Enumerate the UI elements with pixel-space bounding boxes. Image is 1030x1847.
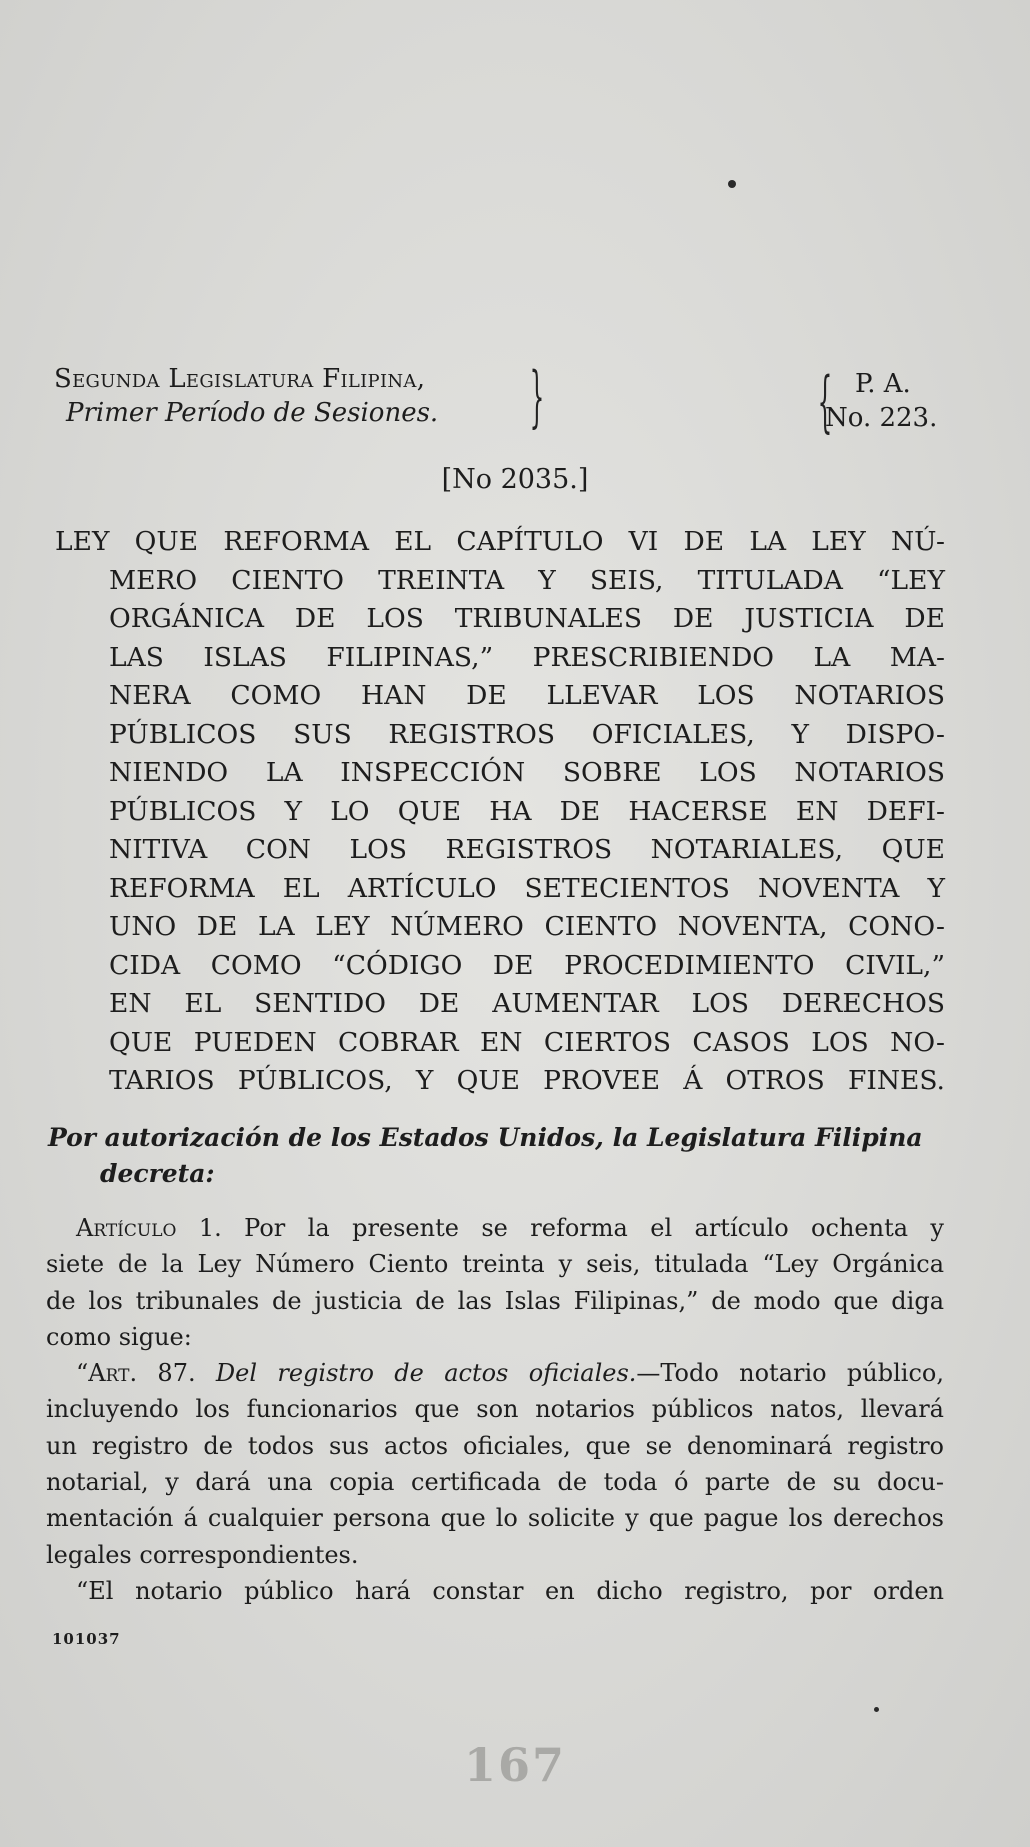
open-quote: “ bbox=[76, 1359, 89, 1388]
bill-type: P. A. bbox=[855, 369, 911, 399]
right-brace: } bbox=[529, 358, 545, 435]
article-87-next-line: “El notario público hará constar en dicho registro, por orden bbox=[76, 1576, 944, 1605]
title-line: NITIVA CON LOS REGISTROS NOTARIALES, QUE bbox=[109, 834, 945, 865]
printer-code: 101037 bbox=[52, 1630, 121, 1648]
bill-number: [No 2035.] bbox=[441, 464, 589, 495]
article-87-line: mentación á cualquier persona que lo solicite y que pague los derechos bbox=[46, 1504, 944, 1533]
title-line: NERA COMO HAN DE LLEVAR LOS NOTARIOS bbox=[109, 680, 945, 711]
article-1-line bbox=[46, 1210, 944, 1246]
title-line: LAS ISLAS FILIPINAS,” PRESCRIBIENDO LA MA- bbox=[109, 641, 945, 673]
title-line: CIDA COMO “CÓDIGO DE PROCEDIMIENTO CIVIL,” bbox=[109, 949, 945, 981]
title-line: QUE PUEDEN COBRAR EN CIERTOS CASOS LOS NO- bbox=[109, 1026, 945, 1058]
bill-body bbox=[46, 1210, 944, 1609]
article-87-line: legales correspondientes. bbox=[46, 1540, 359, 1569]
article-87-line: incluyendo los funcionarios que son notarios públicos natos, llevará bbox=[46, 1395, 944, 1424]
title-line: UNO DE LA LEY NÚMERO CIENTO NOVENTA, CONO- bbox=[109, 911, 945, 942]
article-87-line: un registro de todos sus actos oficiales, que se denominará registro bbox=[46, 1431, 944, 1460]
bill-no: No. 223. bbox=[825, 403, 938, 433]
title-line: ORGÁNICA DE LOS TRIBUNALES DE JUSTICIA DE bbox=[109, 603, 945, 634]
legislature-heading bbox=[54, 358, 574, 435]
title-line: PÚBLICOS Y LO QUE HA DE HACERSE EN DEFI- bbox=[109, 795, 945, 827]
title-line: LEY QUE REFORMA EL CAPÍTULO VI DE LA LEY NÚ- bbox=[55, 526, 945, 557]
page-number: 167 bbox=[463, 1738, 567, 1792]
title-line: EN EL SENTIDO DE AUMENTAR LOS DERECHOS bbox=[109, 988, 945, 1019]
enacting-line: decreta: bbox=[100, 1159, 215, 1188]
title-line: NIENDO LA INSPECCIÓN SOBRE LOS NOTARIOS bbox=[109, 757, 945, 788]
article-1-line: de los tribunales de justicia de las Islas Filipinas,” de modo que diga bbox=[46, 1286, 944, 1315]
article-87-label: Art. bbox=[88, 1359, 138, 1388]
bill-reference bbox=[825, 367, 995, 435]
ink-speck bbox=[874, 1707, 879, 1712]
left-brace: { bbox=[817, 363, 833, 440]
title-line: PÚBLICOS SUS REGISTROS OFICIALES, Y DISPO- bbox=[109, 718, 945, 750]
article-1-line: como sigue: bbox=[46, 1322, 192, 1351]
article-87-line: notarial, y dará una copia certificada de toda ó parte de su docu- bbox=[46, 1468, 944, 1497]
article-1-text: 1. Por la presente se reforma el artículo ochenta y bbox=[176, 1214, 944, 1242]
title-line: REFORMA EL ARTÍCULO SETECIENTOS NOVENTA Y bbox=[109, 872, 945, 904]
article-1-line: siete de la Ley Número Ciento treinta y seis, titulada “Ley Orgánica bbox=[46, 1250, 944, 1279]
article-87-line bbox=[46, 1355, 944, 1391]
article-87-heading: Del registro de actos oficiales. bbox=[215, 1359, 637, 1388]
ink-speck bbox=[728, 180, 736, 188]
article-87-text: —Todo notario público, bbox=[636, 1359, 944, 1388]
title-line: MERO CIENTO TREINTA Y SEIS, TITULADA “LEY bbox=[109, 564, 945, 596]
bill-title bbox=[55, 523, 945, 1101]
legislature-name: Segunda Legislatura Filipina, bbox=[54, 364, 426, 394]
article-1-label: Artículo bbox=[76, 1214, 177, 1242]
article-87-number: 87. bbox=[137, 1359, 216, 1388]
title-line: TARIOS PÚBLICOS, Y QUE PROVEE Á OTROS FINES. bbox=[109, 1065, 945, 1096]
enacting-clause bbox=[48, 1120, 948, 1192]
enacting-line: Por autorización de los Estados Unidos, la Legislatura Filipina bbox=[48, 1123, 923, 1152]
session-name: Primer Período de Sesiones. bbox=[66, 398, 439, 428]
